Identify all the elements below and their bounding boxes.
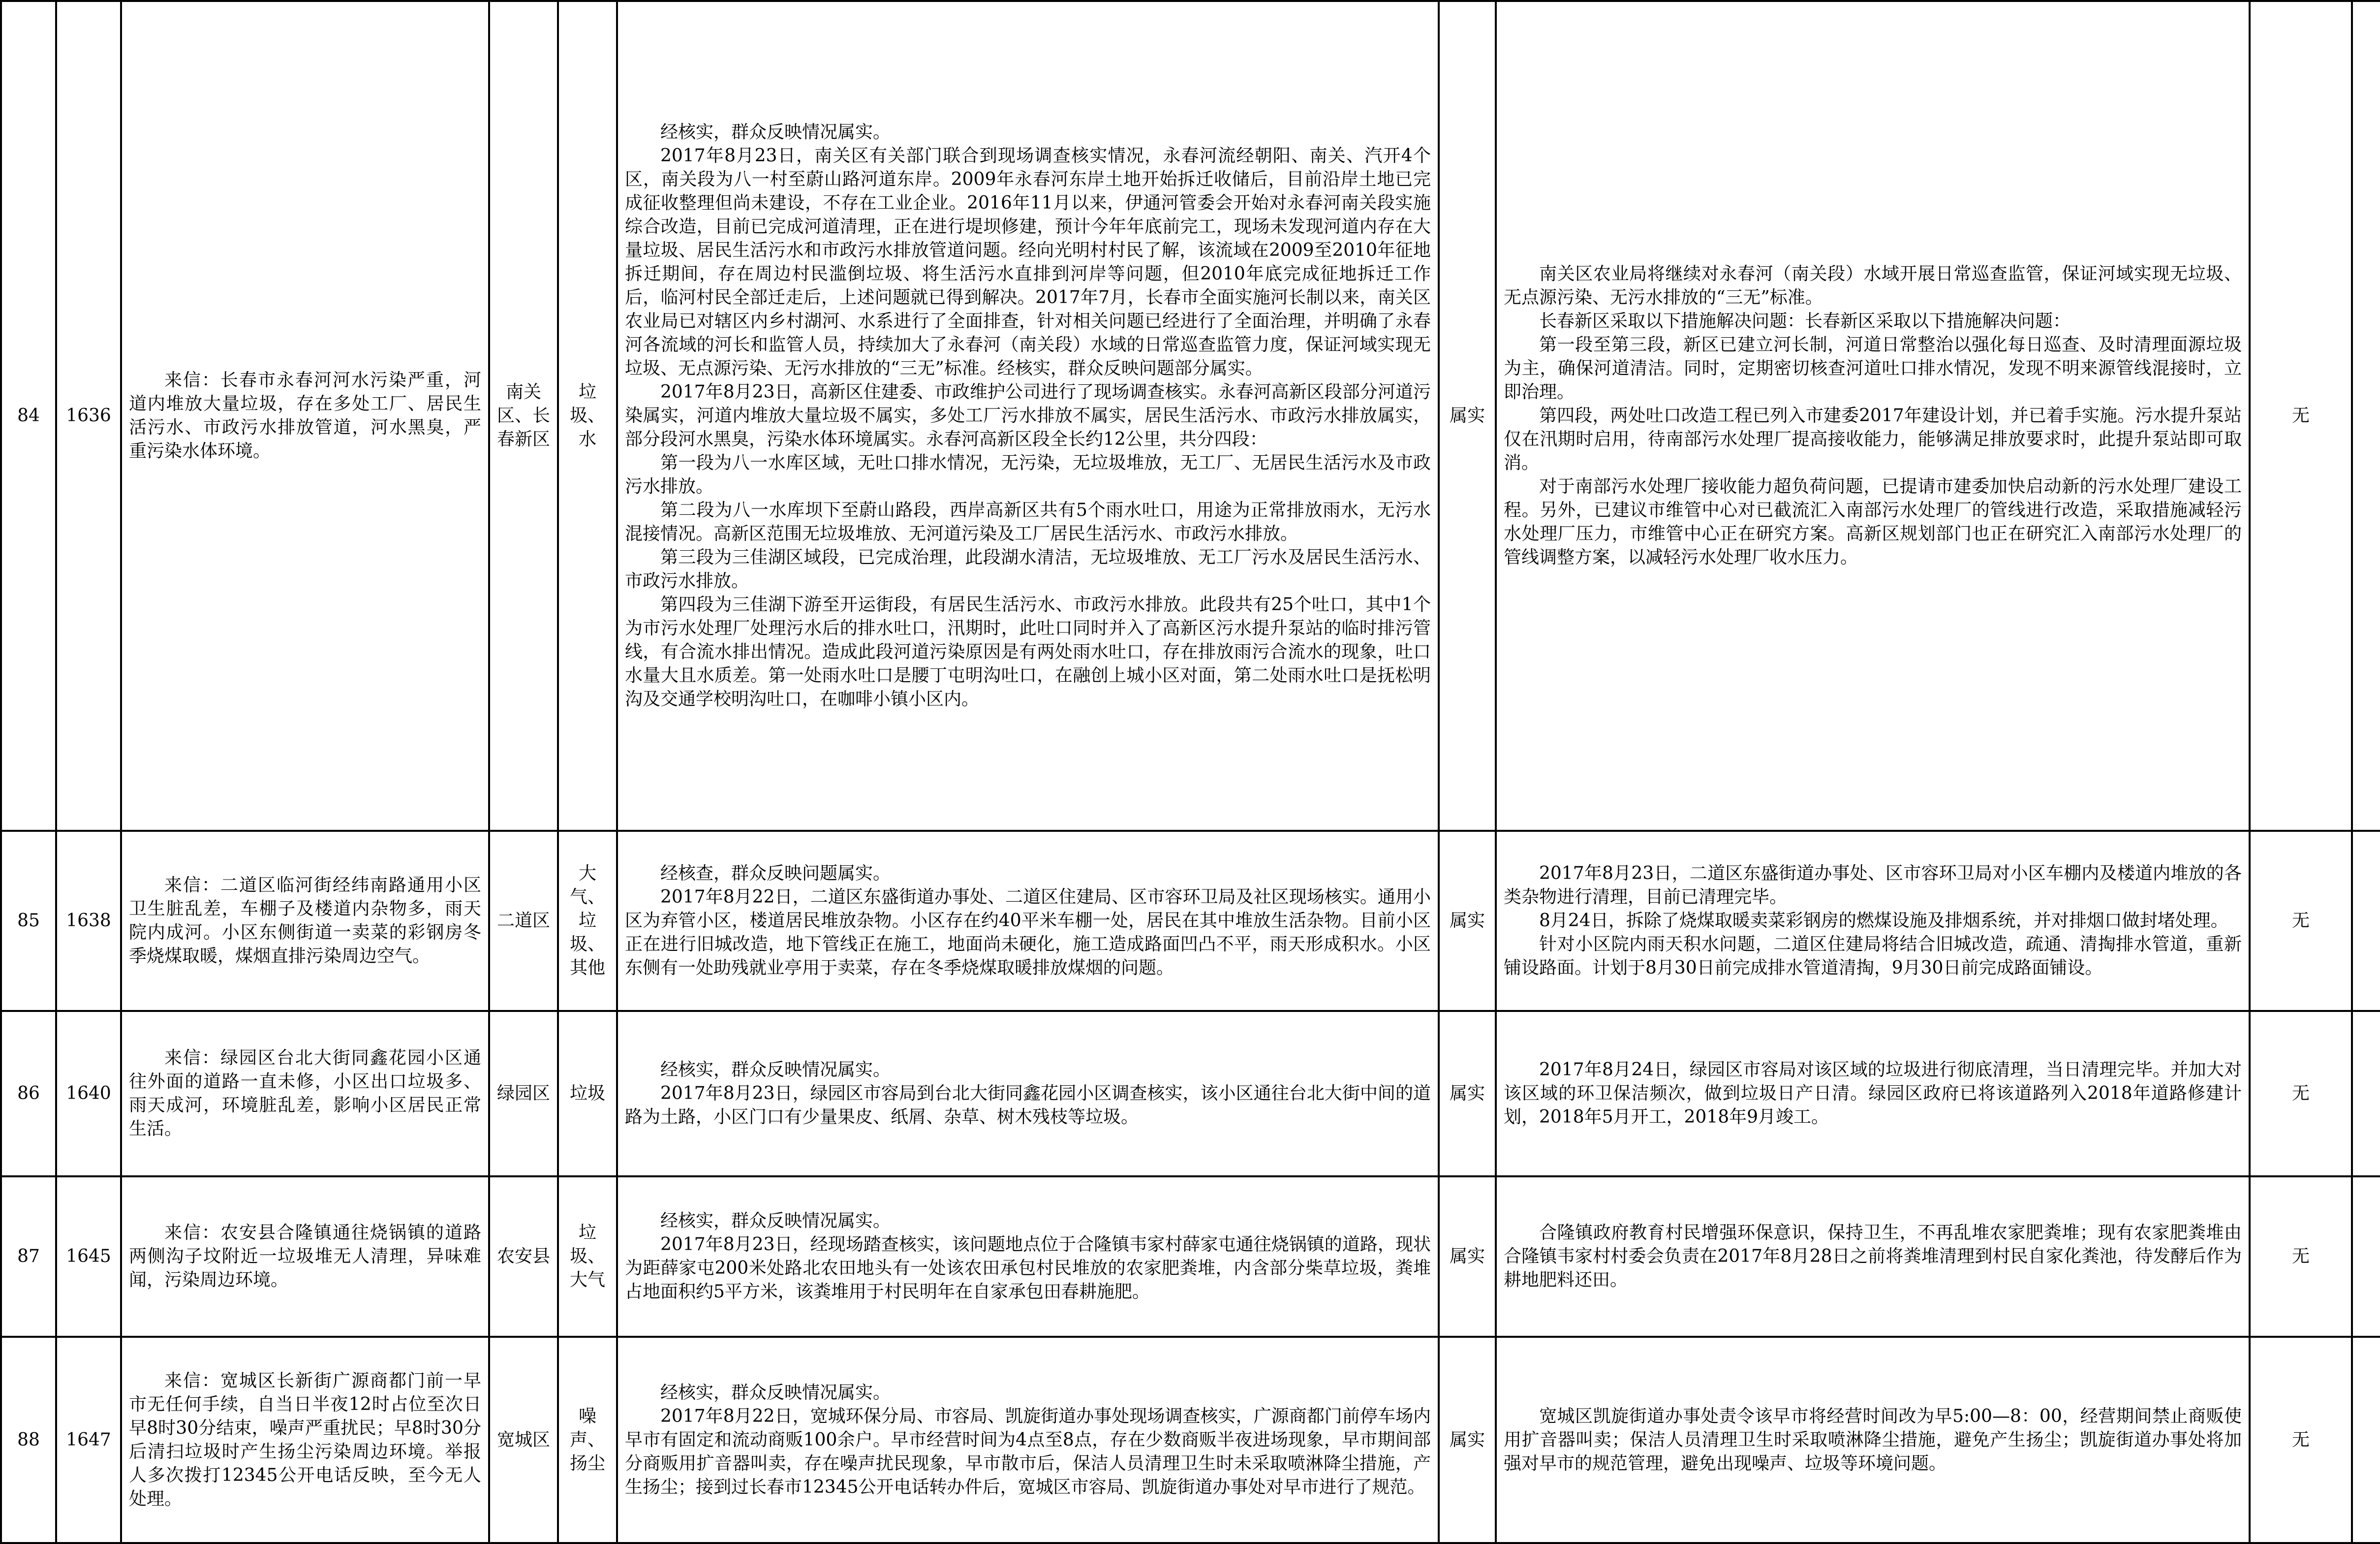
- findings-cell-paragraph: 第四段为三佳湖下游至开运街段，有居民生活污水、市政污水排放。此段共有25个吐口，其中1个为市污水处理厂处理污水后的排水吐口，汛期时，此吐口同时并入了高新区污水提升泵站的临时排污管线，有合流水排出情况。造成此段河道污染原因是有两处雨水吐口，存在排放雨污合流水的现象，吐口水量大且水质差。第一处雨水吐口是腰丁屯明沟吐口，在融创上城小区对面，第二处雨水吐口是抚松明沟及交通学校明沟吐口，在咖啡小镇小区内。: [625, 595, 1431, 709]
- accountability-cell: 无: [2250, 1011, 2352, 1176]
- findings-cell-paragraph: 2017年8月22日，二道区东盛街道办事处、二道区住建局、区市容环卫局及社区现场核实。通用小区为弃管小区，楼道居民堆放杂物。小区存在约40平米车棚一处，居民在其中堆放生活杂物。目前小区正在进行旧城改造，地下管线正在施工，地面尚未硬化，施工造成路面凹凸不平，雨天形成积水。小区东侧有一处助残就业亭用于卖菜，存在冬季烧煤取暖排放煤烟的问题。: [625, 887, 1431, 978]
- row-number-cell: 86: [1, 1011, 56, 1176]
- findings-cell-paragraph: 第一段为八一水库区域，无吐口排水情况，无污染，无垃圾堆放，无工厂、无居民生活污水及市政污水排放。: [625, 453, 1431, 497]
- complaint-cell: [121, 1011, 489, 1176]
- complaint-cell: [121, 1337, 489, 1543]
- findings-cell: [617, 1, 1439, 831]
- table-row: [1, 1337, 2380, 1543]
- empty-cell: [2352, 1176, 2380, 1337]
- table-body: [1, 1, 2380, 1543]
- empty-cell: [2352, 831, 2380, 1011]
- findings-cell: [617, 1176, 1439, 1337]
- actions-cell-paragraph: 2017年8月24日，绿园区市容局对该区域的垃圾进行彻底清理，当日清理完毕。并加大对该区域的环卫保洁频次，做到垃圾日产日清。绿园区政府已将该道路列入2018年道路修建计划，2018年5月开工，2018年9月竣工。: [1504, 1060, 2242, 1127]
- complaint-text: 来信：绿园区台北大街同鑫花园小区通往外面的道路一直未修，小区出口垃圾多、雨天成河，环境脏乱差，影响小区居民正常生活。: [129, 1048, 481, 1139]
- accountability-cell: 无: [2250, 831, 2352, 1011]
- actions-cell-paragraph: 南关区农业局将继续对永春河（南关段）水域开展日常巡查监管，保证河域实现无垃圾、无点源污染、无污水排放的“三无”标准。: [1504, 264, 2242, 308]
- district-cell: 农安县: [489, 1176, 558, 1337]
- actions-cell: [1496, 1337, 2250, 1543]
- district-cell: 宽城区: [489, 1337, 558, 1543]
- findings-cell-paragraph: 经核实，群众反映情况属实。: [660, 1060, 891, 1080]
- findings-cell-paragraph: 第三段为三佳湖区域段，已完成治理，此段湖水清洁，无垃圾堆放、无工厂污水及居民生活污水、市政污水排放。: [625, 547, 1431, 591]
- empty-cell: [2352, 1, 2380, 831]
- actions-cell-paragraph: 2017年8月23日，二道区东盛街道办事处、区市容环卫局对小区车棚内及楼道内堆放的各类杂物进行清理，目前已清理完毕。: [1504, 863, 2242, 907]
- pollution-type-cell: 垃圾: [558, 1011, 617, 1176]
- verdict-cell: 属实: [1439, 1, 1496, 831]
- findings-cell-paragraph: 经核实，群众反映情况属实。: [660, 122, 891, 142]
- accountability-cell: 无: [2250, 1176, 2352, 1337]
- actions-cell-paragraph: 长春新区采取以下措施解决问题：长春新区采取以下措施解决问题：: [1539, 311, 2071, 331]
- district-cell: 南关区、长春新区: [489, 1, 558, 831]
- actions-cell-paragraph: 合隆镇政府教育村民增强环保意识，保持卫生，不再乱堆农家肥粪堆；现有农家肥粪堆由合隆镇韦家村村委会负责在2017年8月28日之前将粪堆清理到村民自家化粪池，待发酵后作为耕地肥料还田。: [1504, 1223, 2242, 1290]
- accountability-cell: 无: [2250, 1, 2352, 831]
- verdict-cell: 属实: [1439, 831, 1496, 1011]
- empty-cell: [2352, 1011, 2380, 1176]
- actions-cell-paragraph: 对于南部污水处理厂接收能力超负荷问题，已提请市建委加快启动新的污水处理厂建设工程。另外，已建议市维管中心对已截流汇入南部污水处理厂的管线进行改造，采取措施减轻污水处理厂压力，市维管中心正在研究方案。高新区规划部门也正在研究汇入南部污水处理厂的管线调整方案，以减轻污水处理厂收水压力。: [1504, 476, 2242, 567]
- table-row: [1, 1, 2380, 831]
- actions-cell: [1496, 1, 2250, 831]
- district-cell: 二道区: [489, 831, 558, 1011]
- actions-cell-paragraph: 第一段至第三段，新区已建立河长制，河道日常整治以强化每日巡查、及时清理面源垃圾为主，确保河道清洁。同时，定期密切核查河道吐口排水情况，发现不明来源管线混接时，立即治理。: [1504, 335, 2242, 402]
- complaint-cell: [121, 1176, 489, 1337]
- findings-cell-paragraph: 2017年8月23日，南关区有关部门联合到现场调查核实情况，永春河流经朝阳、南关、汽开4个区，南关段为八一村至蔚山路河道东岸。2009年永春河东岸土地开始拆迁收储后，目前沿岸土地已完成征收整理但尚未建设，不存在工业企业。2016年11月以来，伊通河管委会开始对永春河南关段实施综合改造，目前已完成河道清理，正在进行堤坝修建，预计今年年底前完工，现场未发现河道内存在大量垃圾、居民生活污水和市政污水排放管道问题。经向光明村村民了解，该流域在2009至2010年征地拆迁期间，存在周边村民滥倒垃圾、将生活污水直排到河岸等问题，但2010年底完成征地拆迁工作后，临河村民全部迁走后，上述问题就已得到解决。2017年7月，长春市全面实施河长制以来，南关区农业局已对辖区内乡村湖河、水系进行了全面排查，针对相关问题已经进行了全面治理，并明确了永春河各流域的河长和监管人员，持续加大了永春河（南关段）水域的日常巡查监管力度，保证河域实现无垃圾、无点源污染、无污水排放的“三无”标准。经核实，群众反映问题部分属实。: [625, 146, 1431, 378]
- district-cell: 绿园区: [489, 1011, 558, 1176]
- findings-cell-paragraph: 第二段为八一水库坝下至蔚山路段，西岸高新区共有5个雨水吐口，用途为正常排放雨水，无污水混接情况。高新区范围无垃圾堆放、无河道污染及工厂居民生活污水、市政污水排放。: [625, 500, 1431, 544]
- case-id-cell: 1638: [56, 831, 121, 1011]
- findings-cell-paragraph: 经核实，群众反映情况属实。: [660, 1382, 891, 1403]
- findings-cell-paragraph: 2017年8月23日，经现场踏查核实，该问题地点位于合隆镇韦家村薛家屯通往烧锅镇的道路，现状为距薛家屯200米处路北农田地头有一处该农田承包村民堆放的农家肥粪堆，内含部分柴草垃圾，粪堆占地面积约5平方米，该粪堆用于村民明年在自家承包田春耕施肥。: [625, 1234, 1431, 1302]
- row-number-cell: 84: [1, 1, 56, 831]
- actions-cell: [1496, 1176, 2250, 1337]
- complaint-text: 来信：农安县合隆镇通往烧锅镇的道路两侧沟子坟附近一垃圾堆无人清理，异味难闻，污染周边环境。: [129, 1223, 481, 1290]
- findings-cell-paragraph: 2017年8月23日，绿园区市容局到台北大街同鑫花园小区调查核实，该小区通往台北大街中间的道路为土路，小区门口有少量果皮、纸屑、杂草、树木残枝等垃圾。: [625, 1083, 1431, 1127]
- complaint-text: 来信：二道区临河街经纬南路通用小区卫生脏乱差，车棚子及楼道内杂物多，雨天院内成河。小区东侧街道一卖菜的彩钢房冬季烧煤取暖，煤烟直排污染周边空气。: [129, 875, 481, 966]
- findings-cell: [617, 831, 1439, 1011]
- findings-cell-paragraph: 经核实，群众反映情况属实。: [660, 1211, 891, 1231]
- table-row: [1, 831, 2380, 1011]
- actions-cell-paragraph: 8月24日，拆除了烧煤取暖卖菜彩钢房的燃煤设施及排烟系统，并对排烟口做封堵处理。: [1539, 911, 2228, 931]
- pollution-type-cell: 噪声、扬尘: [558, 1337, 617, 1543]
- row-number-cell: 85: [1, 831, 56, 1011]
- findings-cell-paragraph: 经核查，群众反映问题属实。: [660, 863, 891, 883]
- pollution-type-cell: 大气、垃圾、其他: [558, 831, 617, 1011]
- case-id-cell: 1640: [56, 1011, 121, 1176]
- actions-cell-paragraph: 宽城区凯旋街道办事处责令该早市将经营时间改为早5:00—8：00，经营期间禁止商贩使用扩音器叫卖；保洁人员清理卫生时采取喷淋降尘措施，避免产生扬尘；凯旋街道办事处将加强对早市的规范管理，避免出现噪声、垃圾等环境问题。: [1504, 1406, 2242, 1474]
- findings-cell-paragraph: 2017年8月22日，宽城环保分局、市容局、凯旋街道办事处现场调查核实，广源商都门前停车场内早市有固定和流动商贩100余户。早市经营时间为4点至8点，存在少数商贩半夜进场现象，早市期间部分商贩用扩音器叫卖，存在噪声扰民现象，早市散市后，保洁人员清理卫生时未采取喷淋降尘措施，产生扬尘；接到过长春市12345公开电话转办件后，宽城区市容局、凯旋街道办事处对早市进行了规范。: [625, 1406, 1431, 1497]
- accountability-cell: 无: [2250, 1337, 2352, 1543]
- table-row: [1, 1176, 2380, 1337]
- row-number-cell: 87: [1, 1176, 56, 1337]
- findings-cell: [617, 1337, 1439, 1543]
- case-id-cell: 1636: [56, 1, 121, 831]
- row-number-cell: 88: [1, 1337, 56, 1543]
- complaint-text: 来信：长春市永春河河水污染严重，河道内堆放大量垃圾，存在多处工厂、居民生活污水、市政污水排放管道，河水黑臭，严重污染水体环境。: [129, 370, 481, 461]
- complaint-cell: [121, 831, 489, 1011]
- actions-cell: [1496, 831, 2250, 1011]
- findings-cell: [617, 1011, 1439, 1176]
- verdict-cell: 属实: [1439, 1011, 1496, 1176]
- pollution-type-cell: 垃圾、水: [558, 1, 617, 831]
- pollution-type-cell: 垃圾、大气: [558, 1176, 617, 1337]
- verdict-cell: 属实: [1439, 1176, 1496, 1337]
- case-id-cell: 1645: [56, 1176, 121, 1337]
- verdict-cell: 属实: [1439, 1337, 1496, 1543]
- actions-cell-paragraph: 针对小区院内雨天积水问题，二道区住建局将结合旧城改造，疏通、清掏排水管道，重新铺设路面。计划于8月30日前完成排水管道清掏，9月30日前完成路面铺设。: [1504, 934, 2242, 978]
- findings-cell-paragraph: 2017年8月23日，高新区住建委、市政维护公司进行了现场调查核实。永春河高新区段部分河道污染属实，河道内堆放大量垃圾不属实，多处工厂污水排放不属实，居民生活污水、市政污水排放属实，部分段河水黑臭，污染水体环境属实。永春河高新区段全长约12公里，共分四段：: [625, 382, 1431, 449]
- actions-cell-paragraph: 第四段，两处吐口改造工程已列入市建委2017年建设计划，并已着手实施。污水提升泵站仅在汛期时启用，待南部污水处理厂提高接收能力，能够满足排放要求时，此提升泵站即可取消。: [1504, 406, 2242, 473]
- empty-cell: [2352, 1337, 2380, 1543]
- table-row: [1, 1011, 2380, 1176]
- complaint-text: 来信：宽城区长新街广源商都门前一早市无任何手续，自当日半夜12时占位至次日早8时30分结束，噪声严重扰民；早8时30分后清扫垃圾时产生扬尘污染周边环境。举报人多次拨打12345公开电话反映，至今无人处理。: [129, 1370, 481, 1509]
- complaint-cell: [121, 1, 489, 831]
- case-id-cell: 1647: [56, 1337, 121, 1543]
- actions-cell: [1496, 1011, 2250, 1176]
